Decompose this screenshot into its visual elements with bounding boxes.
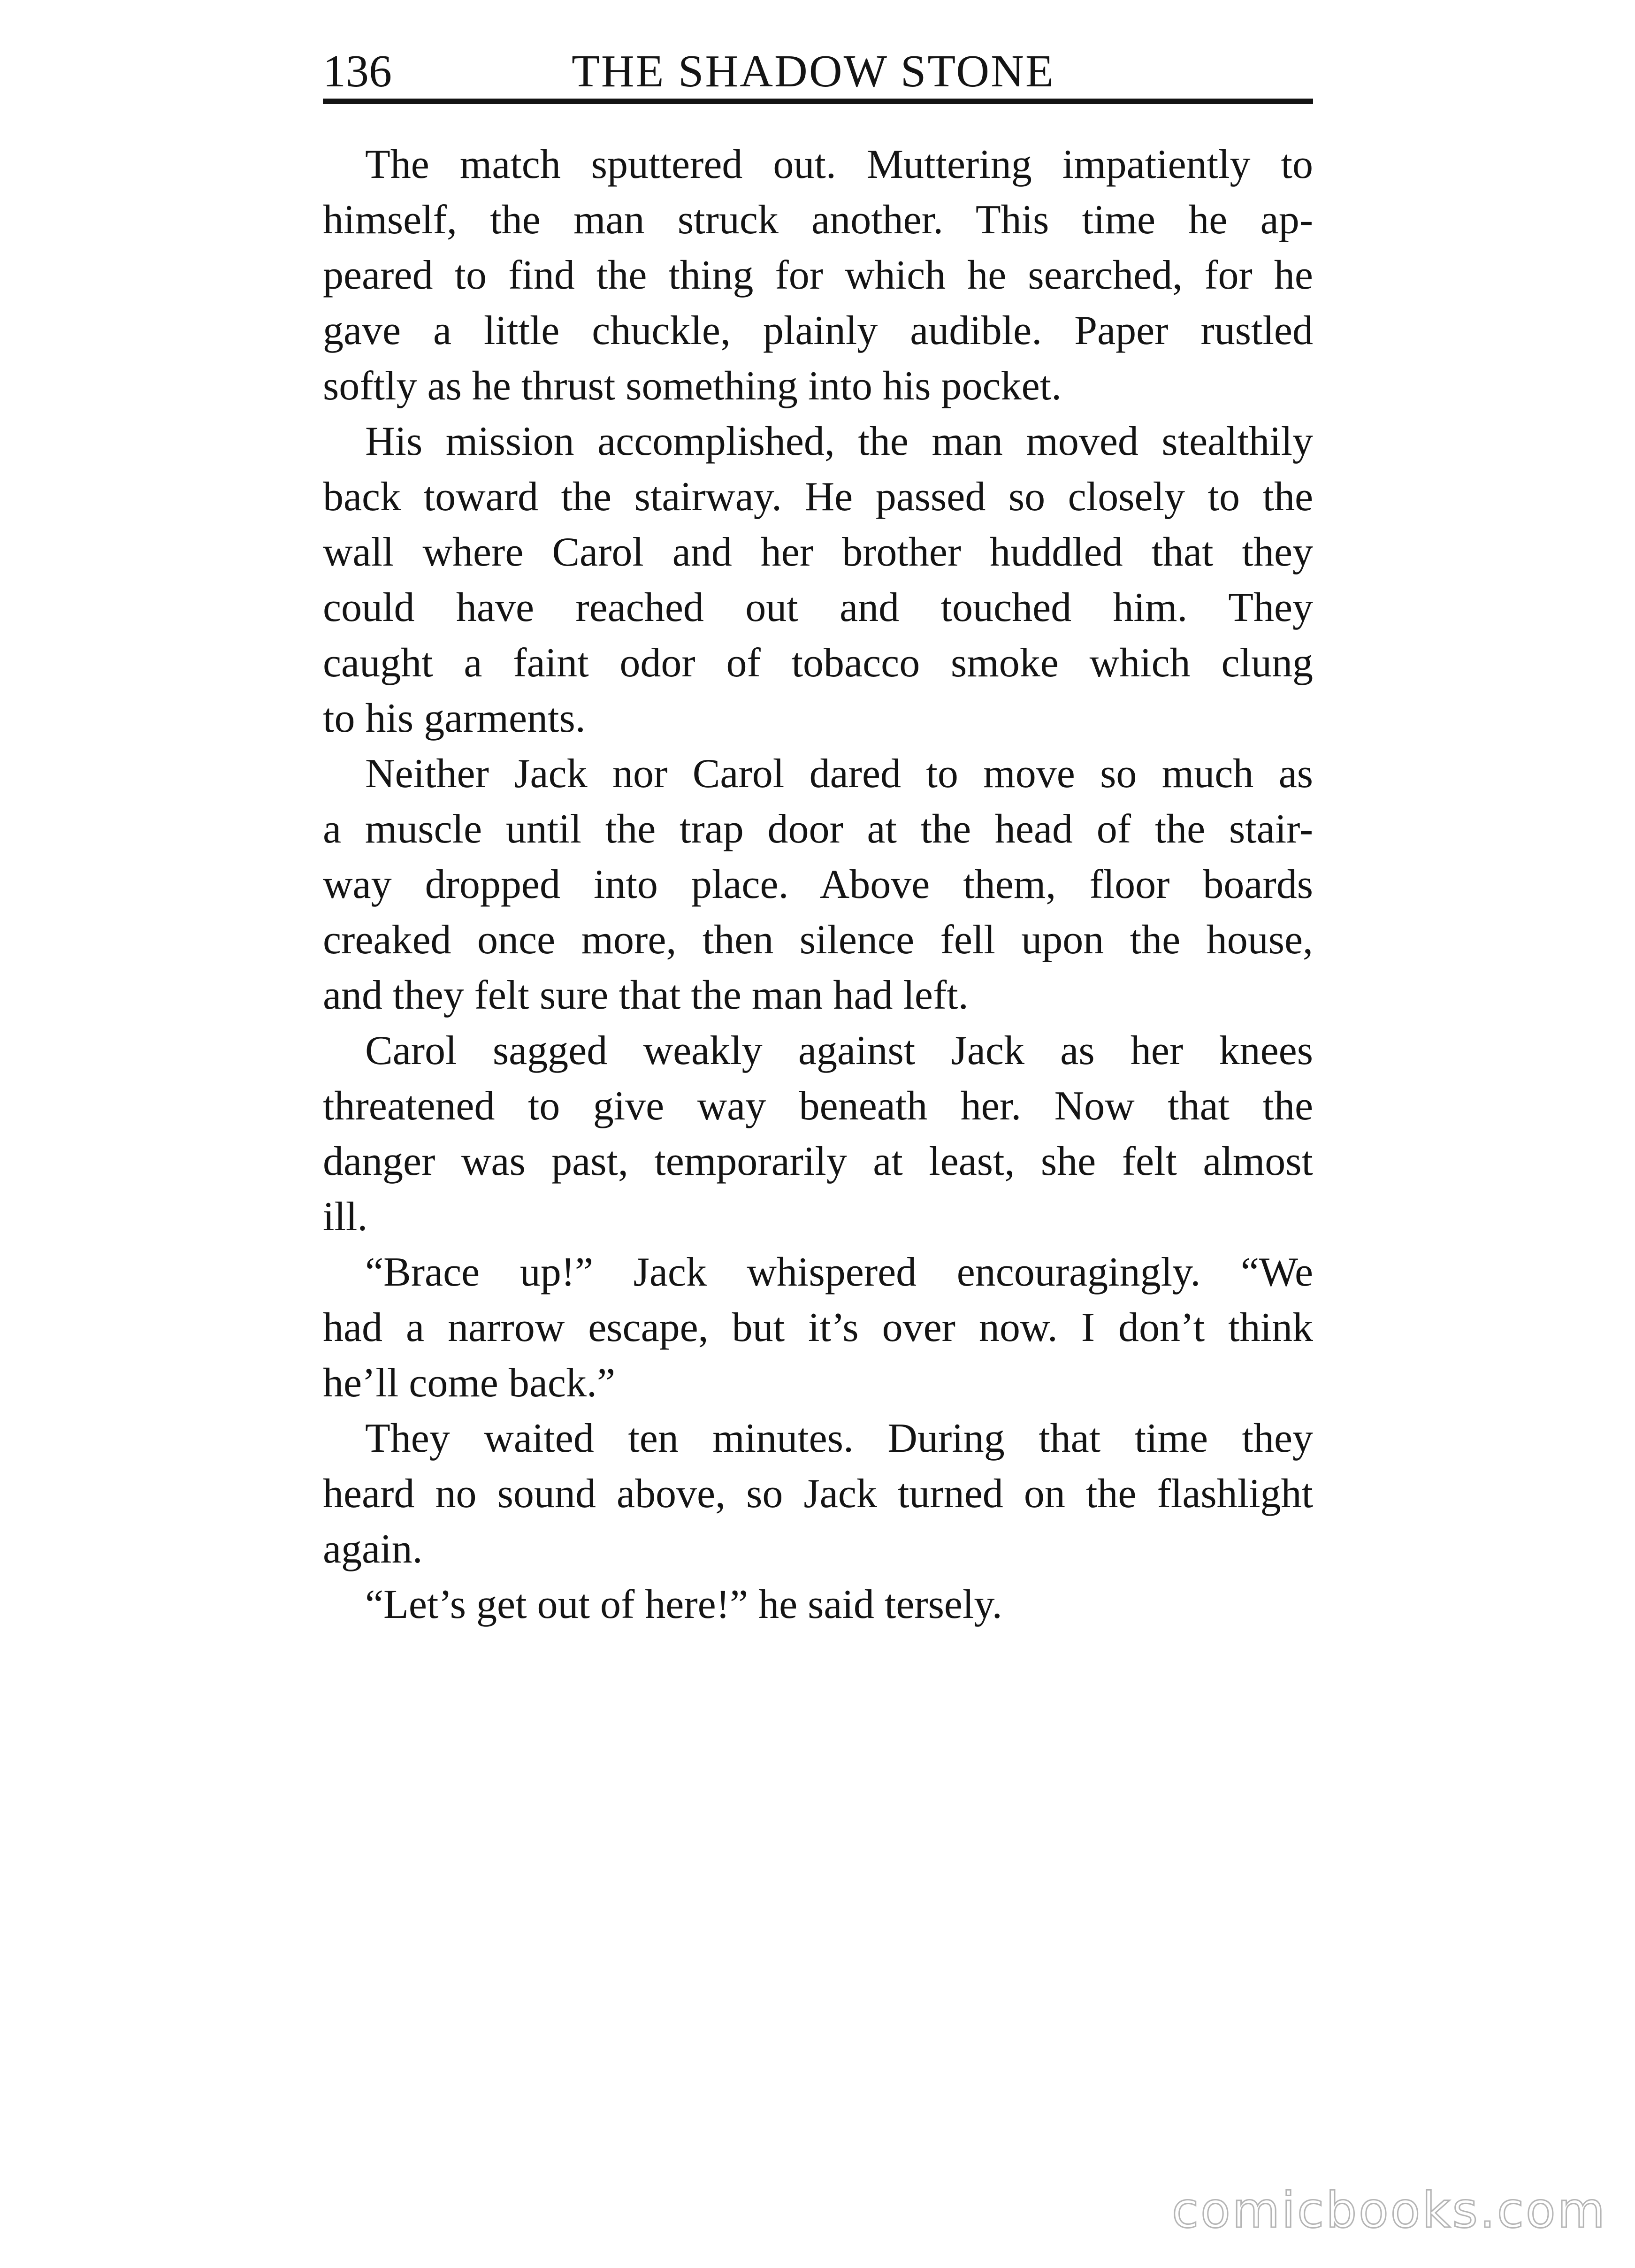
text-line: ill.	[323, 1194, 368, 1240]
text-line: he’ll come back.”	[323, 1360, 616, 1406]
text-line: to his garments.	[323, 696, 586, 741]
text-line: caught a faint odor of tobacco smoke which clung	[323, 640, 1313, 686]
text-line: could have reached out and touched him. They	[323, 585, 1313, 630]
text-line: “Let’s get out of here!” he said tersely.	[365, 1582, 1002, 1627]
text-line: His mission accomplished, the man moved stealthily	[365, 419, 1313, 464]
running-title: THE SHADOW STONE	[572, 46, 1055, 97]
body-text	[323, 137, 1313, 1632]
text-line: wall where Carol and her brother huddled that they	[323, 529, 1313, 575]
text-line: softly as he thrust something into his pocket.	[323, 363, 1062, 409]
text-line: heard no sound above, so Jack turned on the flashlight	[323, 1471, 1313, 1517]
text-line: danger was past, temporarily at least, she felt almost	[323, 1139, 1313, 1184]
text-line: They waited ten minutes. During that time they	[365, 1416, 1313, 1461]
text-line: again.	[323, 1526, 423, 1572]
text-line: The match sputtered out. Muttering impatiently to	[365, 142, 1313, 187]
text-line: himself, the man struck another. This time he ap-	[323, 197, 1313, 243]
text-line: way dropped into place. Above them, floor boards	[323, 862, 1313, 907]
watermark: comicbooks.com	[1171, 2182, 1607, 2239]
text-line: back toward the stairway. He passed so closely to the	[323, 474, 1313, 520]
text-line: Neither Jack nor Carol dared to move so much as	[365, 751, 1313, 797]
text-line: threatened to give way beneath her. Now that the	[323, 1083, 1313, 1129]
text-line: creaked once more, then silence fell upon the house,	[323, 917, 1313, 963]
text-line: had a narrow escape, but it’s over now. I don’t think	[323, 1305, 1313, 1350]
page-number: 136	[323, 46, 392, 97]
text-line: peared to find the thing for which he searched, for he	[323, 253, 1313, 298]
text-line: and they felt sure that the man had left.	[323, 973, 969, 1018]
text-line: “Brace up!” Jack whispered encouragingly. “We	[365, 1249, 1313, 1295]
text-line: Carol sagged weakly against Jack as her knees	[365, 1028, 1313, 1073]
header-rule	[323, 99, 1313, 104]
text-line: gave a little chuckle, plainly audible. Paper rustled	[323, 308, 1313, 353]
text-line: a muscle until the trap door at the head of the stair-	[323, 806, 1313, 852]
page-header	[323, 43, 1313, 100]
